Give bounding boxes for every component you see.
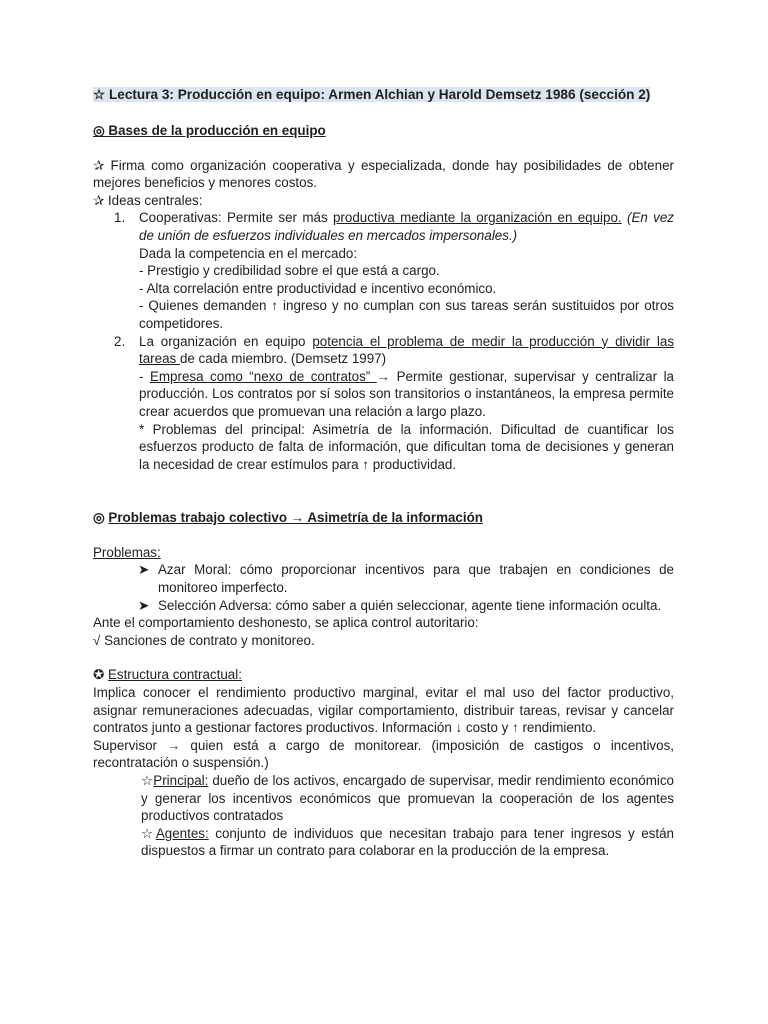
list-item-line [139,368,674,421]
spacer [93,649,674,666]
underlined-text: potencia el problema de medir la producción y dividir las tareas [139,333,675,367]
list-item-line: Dada la competencia en el mercado: [139,245,358,261]
heading-text: Estructura contractual: [107,667,242,683]
paragraph-control: Ante el comportamiento deshonesto, se aplica control autoritario: [93,615,479,631]
paragraph-implica: Implica conocer el rendimiento productivo marginal, evitar el mal uso del factor productivo, asignar remuneraciones adecuadas, vigilar comportamiento, distribuir tareas, revisar y cancelar contratos junto a gestionar factores productivos. Información ↓ costo y ↑ rendimiento. [93,685,674,736]
spacer [93,473,674,509]
document-page [93,86,674,860]
definition-label: Principal: [153,773,209,788]
section-heading-problemas [93,509,674,527]
definition-agentes [93,825,674,860]
list-item-body [139,333,674,474]
bullet-text: Azar Moral: cómo proporcionar incentivos para que trabajen en condiciones de monitoreo imperfecto. [158,562,674,596]
list-item-number: 2. [114,333,126,349]
list-item-text [139,333,674,368]
list-item-1 [93,209,674,332]
star-icon: ☆ [141,773,154,788]
italic-text: (En vez de unión de esfuerzos individuales en mercados impersonales.) [139,210,674,243]
arrow-bullet-icon: ➤ [138,562,150,578]
spacer [93,527,674,544]
list-item-line: - Prestigio y credibilidad sobre el que está a cargo. [139,263,440,279]
paragraph-sanciones: √ Sanciones de contrato y monitoreo. [93,632,315,648]
bullet-text: Selección Adversa: cómo saber a quién seleccionar, agente tiene información oculta. [158,597,662,613]
list-item-2 [93,333,674,474]
section-heading-bases-text: ◎ Bases de la producción en equipo [93,123,326,138]
list-item-line: - Alta correlación entre productividad e incentivo económico. [139,280,497,296]
bullet-seleccion-adversa [93,597,674,615]
list-item-line: * Problemas del principal: Asimetría de la información. Dificultad de cuantificar los esfuerzos producto de falta de información, que dificultan toma de decisiones y generan la necesidad de crear estímulos para ↑ productividad. [139,421,674,472]
star-icon: ☆ [141,825,156,841]
label-problemas: Problemas: [93,544,161,560]
underlined-text: Empresa como “nexo de contratos” [149,368,377,384]
paragraph-firma: ✰ Firma como organización cooperativa y especializada, donde hay posibilidades de obtener mejores beneficios y menores costos. [93,157,674,191]
list-item-body [139,209,674,332]
section-heading-estructura [93,666,674,684]
arrow-bullet-icon: ➤ [138,597,150,613]
text-run: - [139,368,150,384]
bullet-azar-moral [93,561,674,596]
heading-text: Problemas trabajo colectivo → Asimetría de la información [108,510,483,526]
list-item-text [139,209,674,244]
definition-label: Agentes: [155,825,209,841]
text-run: → Permite gestionar, supervisar y centralizar la producción. Los contratos por sí solos son transitorios o instantáneos, la empresa permite crear acuerdos que promuevan una relación a largo plazo. [139,368,674,419]
spacer [93,140,674,157]
section-heading-bases [93,122,674,140]
list-item-number: 1. [114,210,126,226]
paragraph-ideas-centrales: ✰ Ideas centrales: [93,192,203,208]
definition-text: dueño de los activos, encargado de supervisar, medir rendimiento económico y generar los incentivos económicos que promuevan la cooperación de los agentes productivos contratados [141,773,674,824]
heading-glyph: ✪ [93,667,108,683]
definition-principal [93,772,674,825]
text-run: de cada miembro. (Demsetz 1997) [179,351,387,367]
text-run: Cooperativas: Permite ser más [139,210,333,226]
text-run: La organización en equipo [139,333,313,349]
document-title-block [93,86,674,104]
underlined-text: productiva mediante la organización en equipo. [332,210,622,226]
heading-glyph: ◎ [93,510,109,526]
document-title: ☆ Lectura 3: Producción en equipo: Armen Alchian y Harold Demsetz 1986 (sección 2) [93,87,651,102]
paragraph-supervisor: Supervisor → quien está a cargo de monitorear. (imposición de castigos o incentivos, recontratación o suspensión.) [93,737,674,771]
definition-text: conjunto de individuos que necesitan trabajo para tener ingresos y están dispuestos a firmar un contrato para colaborar en la producción de la empresa. [141,825,674,859]
list-item-line: - Quienes demanden ↑ ingreso y no cumplan con sus tareas serán sustituidos por otros competidores. [139,298,674,331]
